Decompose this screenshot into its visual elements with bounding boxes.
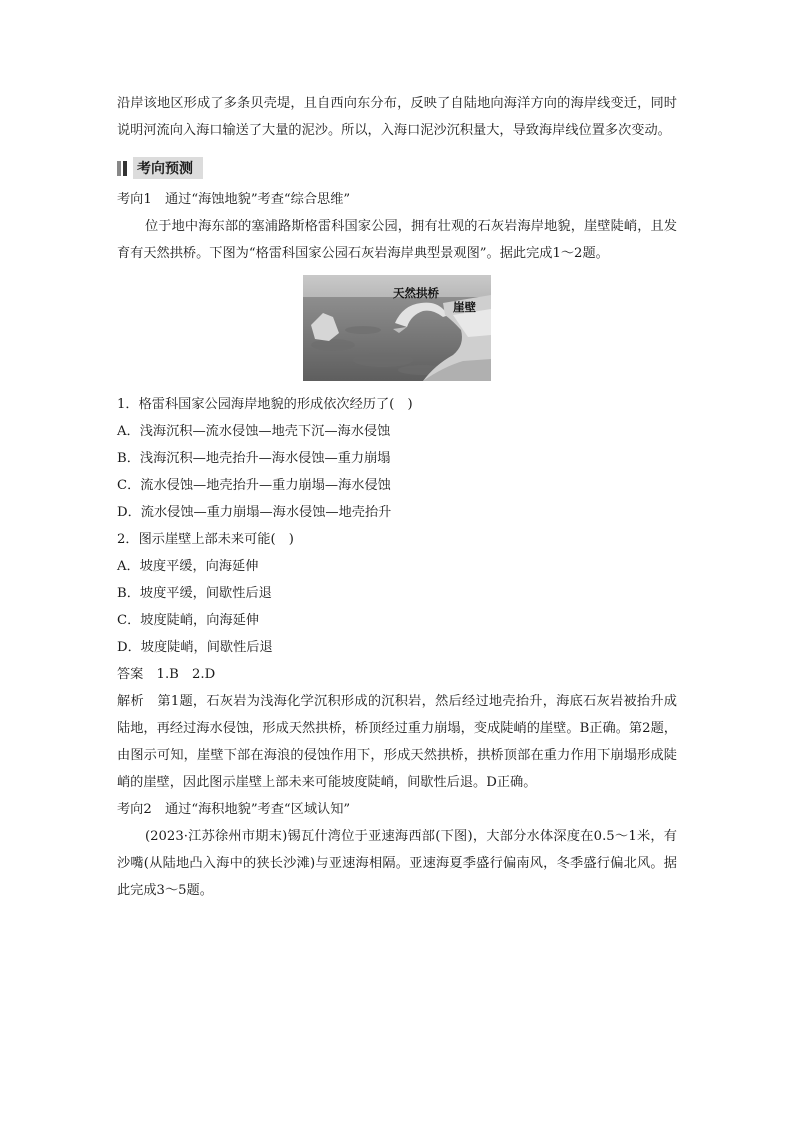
cliff-label: 崖壁 <box>453 300 476 314</box>
limestone-coast-photo <box>303 275 491 381</box>
topic1-paragraph: 位于地中海东部的塞浦路斯格雷科国家公园，拥有壮观的石灰岩海岸地貌，崖壁陡峭，且发育有天然拱桥。下图为“格雷科国家公园石灰岩海岸典型景观图”。据此完成1～2题。 <box>117 219 677 261</box>
q2-option-c: C．坡度陡峭，向海延伸 <box>117 613 259 628</box>
q1-option-a: A．浅海沉积—流水侵蚀—地壳下沉—海水侵蚀 <box>117 424 391 439</box>
q2-option-d: D．坡度陡峭，间歇性后退 <box>117 640 273 655</box>
q1-option-d: D．流水侵蚀—重力崩塌—海水侵蚀—地壳抬升 <box>117 505 392 520</box>
intro-paragraph: 沿岸该地区形成了多条贝壳堤，且自西向东分布，反映了自陆地向海洋方向的海岸线变迁，同时说明河流向入海口输送了大量的泥沙。所以，入海口泥沙沉积量大，导致海岸线位置多次变动。 <box>117 96 677 138</box>
q2-option-a: A．坡度平缓，向海延伸 <box>117 559 259 574</box>
document-page <box>117 90 677 904</box>
section-title: 考向预测 <box>133 157 203 179</box>
q2-stem: 2．图示崖壁上部未来可能( ) <box>117 532 294 547</box>
q1-option-c: C．流水侵蚀—地壳抬升—重力崩塌—海水侵蚀 <box>117 478 391 493</box>
natural-arch-label: 天然拱桥 <box>393 286 439 300</box>
q1-stem: 1．格雷科国家公园海岸地貌的形成依次经历了( ) <box>117 397 413 412</box>
analysis-paragraph: 解析 第1题，石灰岩为浅海化学沉积形成的沉积岩，然后经过地壳抬升，海底石灰岩被抬升成陆地，再经过海水侵蚀，形成天然拱桥，桥顶经过重力崩塌，变成陡峭的崖壁。B正确。第2题，由图示可知，崖壁下部在海浪的侵蚀作用下，形成天然拱桥，拱桥顶部在重力作用下崩塌形成陡峭的崖壁，因此图示崖壁上部未来可能坡度陡峭，间歇性后退。D正确。 <box>117 694 677 790</box>
answer-line: 答案 1.B 2.D <box>117 667 216 682</box>
section-marker-icon <box>117 161 127 176</box>
q2-option-b: B．坡度平缓，间歇性后退 <box>117 586 272 601</box>
topic1-heading: 考向1 通过“海蚀地貌”考查“综合思维” <box>117 192 351 207</box>
topic2-heading: 考向2 通过“海积地貌”考查“区域认知” <box>117 802 351 817</box>
topic2-paragraph: (2023·江苏徐州市期末)锡瓦什湾位于亚速海西部(下图)，大部分水体深度在0.5～1米，有沙嘴(从陆地凸入海中的狭长沙滩)与亚速海相隔。亚速海夏季盛行偏南风，冬季盛行偏北风。据此完成3～5题。 <box>117 829 677 898</box>
section-header <box>117 156 677 180</box>
q1-option-b: B．浅海沉积—地壳抬升—海水侵蚀—重力崩塌 <box>117 451 391 466</box>
